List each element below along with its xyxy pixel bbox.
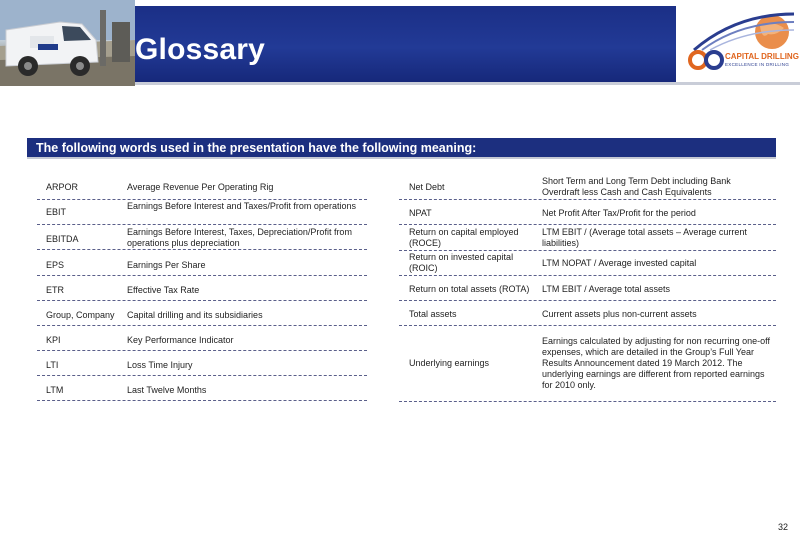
term-cell: NPAT: [409, 208, 432, 218]
term-cell: Net Debt: [409, 182, 445, 192]
drill-truck-photo: [0, 0, 135, 86]
table-row: [37, 301, 367, 326]
table-row: [37, 276, 367, 301]
table-row: [399, 175, 776, 200]
table-row: [37, 376, 367, 401]
slide-header: [0, 0, 800, 90]
term-cell: Return on invested capital (ROIC): [409, 252, 514, 273]
term-cell: EBITDA: [46, 234, 79, 244]
logo-wordmark: CAPITAL DRILLING: [725, 52, 799, 61]
definition-cell: Net Profit After Tax/Profit for the period: [542, 208, 696, 218]
definition-cell: LTM NOPAT / Average invested capital: [542, 258, 697, 268]
table-row: [37, 200, 367, 225]
term-cell: EPS: [46, 260, 65, 270]
definition-cell: Earnings Before Interest and Taxes/Profit from operations: [127, 201, 356, 211]
definition-cell: Earnings Per Share: [127, 260, 206, 270]
term-cell: Underlying earnings: [409, 358, 490, 368]
term-cell: EBIT: [46, 207, 67, 217]
definition-cell: Effective Tax Rate: [127, 285, 200, 295]
term-cell: Return on total assets (ROTA): [409, 284, 530, 294]
table-row: [399, 251, 776, 276]
table-row: [399, 200, 776, 225]
definition-cell: LTM EBIT / (Average total assets – Average current liabilities): [542, 227, 747, 248]
term-cell: LTI: [46, 360, 59, 370]
logo-tagline: EXCELLENCE IN DRILLING: [725, 62, 790, 67]
table-row: [399, 301, 776, 326]
definition-cell: Short Term and Long Term Debt including Bank Overdraft less Cash and Cash Equivalents: [542, 176, 731, 197]
definition-cell: Last Twelve Months: [127, 385, 207, 395]
term-cell: Total assets: [409, 309, 457, 319]
term-cell: ARPOR: [46, 182, 79, 192]
definition-cell: Average Revenue Per Operating Rig: [127, 182, 274, 192]
page-number: 32: [778, 522, 789, 532]
definition-cell: Key Performance Indicator: [127, 335, 234, 345]
term-cell: Return on capital employed (ROCE): [409, 227, 519, 248]
term-cell: Group, Company: [46, 310, 115, 320]
term-cell: LTM: [46, 385, 64, 395]
table-row: [37, 250, 367, 276]
definition-cell: LTM EBIT / Average total assets: [542, 284, 671, 294]
table-row: [399, 225, 776, 251]
definition-cell: Current assets plus non-current assets: [542, 309, 697, 319]
table-row: [399, 276, 776, 301]
intro-text: The following words used in the presentation have the following meaning:: [36, 141, 477, 155]
term-cell: ETR: [46, 285, 64, 295]
table-row: [37, 326, 367, 351]
table-row: [37, 175, 367, 200]
term-cell: KPI: [46, 335, 61, 345]
company-logo: [676, 6, 800, 82]
definition-cell: Earnings Before Interest, Taxes, Depreciation/Profit from operations plus depreciation: [127, 227, 352, 248]
table-row: [399, 326, 776, 402]
intro-bar: [27, 138, 776, 159]
page-title: Glossary: [135, 33, 266, 66]
definition-cell: Earnings calculated by adjusting for non recurring one-off expenses, which are detailed in the Group’s Full Year Results Announcement dated 19 March 2012. The underlying earnings are different from reported earnings for 2010 only.: [542, 336, 770, 390]
table-row: [37, 225, 367, 250]
definition-cell: Capital drilling and its subsidiaries: [127, 310, 263, 320]
definition-cell: Loss Time Injury: [127, 360, 193, 370]
table-row: [37, 351, 367, 376]
